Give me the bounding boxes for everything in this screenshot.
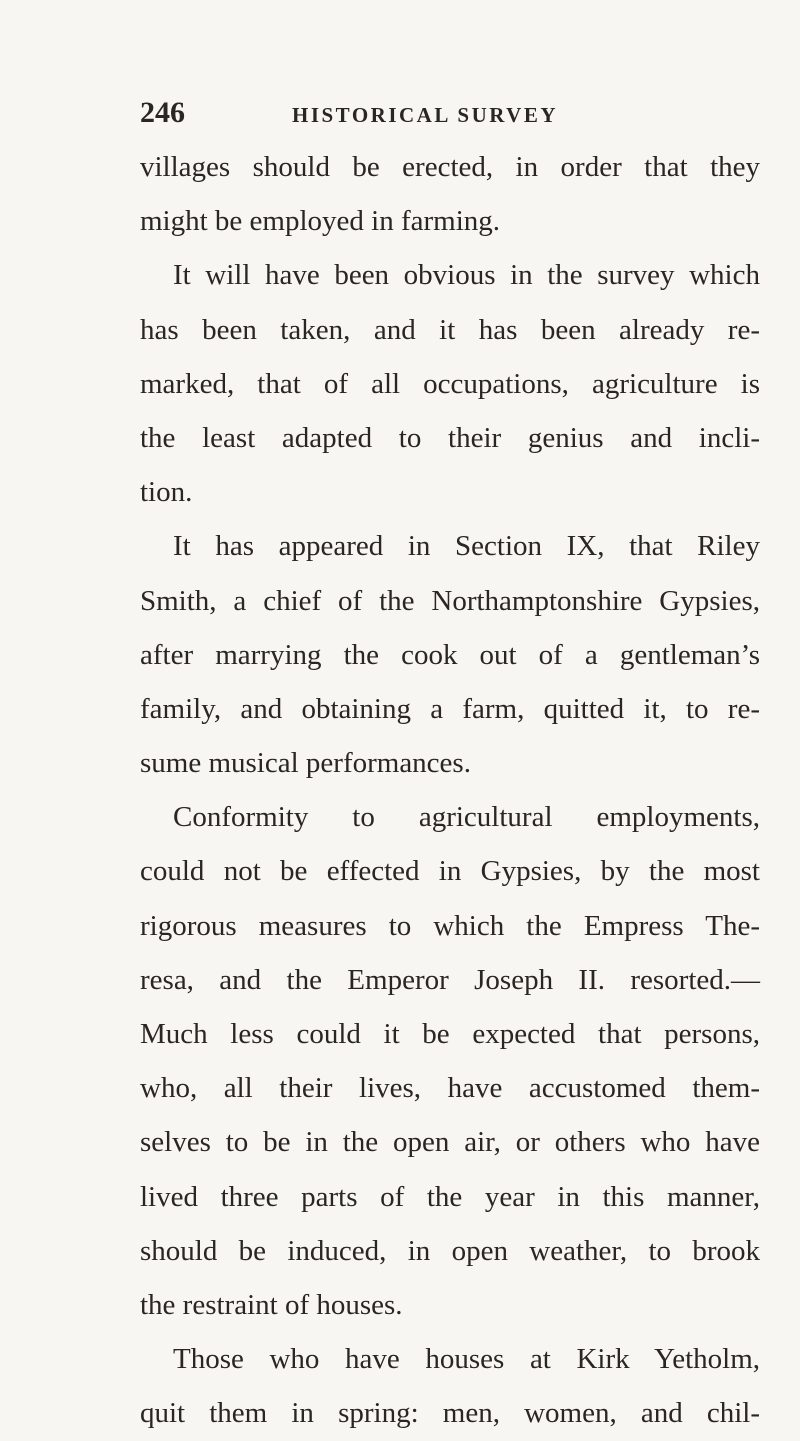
text-line: marked, that of all occupations, agriculture is: [140, 367, 760, 400]
text-line: has been taken, and it has been already re-: [140, 313, 760, 346]
text-line: tion.: [140, 476, 193, 509]
text-line: the least adapted to their genius and incli-: [140, 421, 760, 454]
text-line: lived three parts of the year in this manner,: [140, 1180, 760, 1213]
text-line: sume musical performances.: [140, 747, 471, 780]
page-header: [140, 96, 760, 136]
text-line: the restraint of houses.: [140, 1288, 403, 1321]
running-head: HISTORICAL SURVEY: [292, 103, 559, 127]
text-line: quit them in spring: men, women, and chil-: [140, 1397, 760, 1430]
text-line: after marrying the cook out of a gentleman’s: [140, 638, 760, 671]
text-line: It has appeared in Section IX, that Riley: [173, 530, 760, 563]
text-line: Conformity to agricultural employments,: [173, 801, 760, 834]
text-line: who, all their lives, have accustomed them-: [140, 1072, 760, 1105]
text-line: Much less could it be expected that persons,: [140, 1018, 760, 1050]
page-number: 246: [140, 96, 185, 129]
text-line: Those who have houses at Kirk Yetholm,: [173, 1343, 760, 1376]
text-line: rigorous measures to which the Empress The-: [140, 909, 760, 942]
text-line: family, and obtaining a farm, quitted it, to re-: [140, 692, 760, 725]
text-line: could not be effected in Gypsies, by the most: [140, 855, 760, 888]
text-line: It will have been obvious in the survey which: [173, 259, 760, 292]
text-line: resa, and the Emperor Joseph II. resorted.—: [140, 963, 760, 996]
body-text: [140, 140, 760, 1441]
text-line: selves to be in the open air, or others who have: [140, 1126, 760, 1159]
text-line: should be induced, in open weather, to brook: [140, 1234, 760, 1267]
text-line: Smith, a chief of the Northamptonshire Gypsies,: [140, 584, 760, 617]
text-line: villages should be erected, in order that they: [140, 151, 760, 183]
text-line: might be employed in farming.: [140, 205, 501, 238]
